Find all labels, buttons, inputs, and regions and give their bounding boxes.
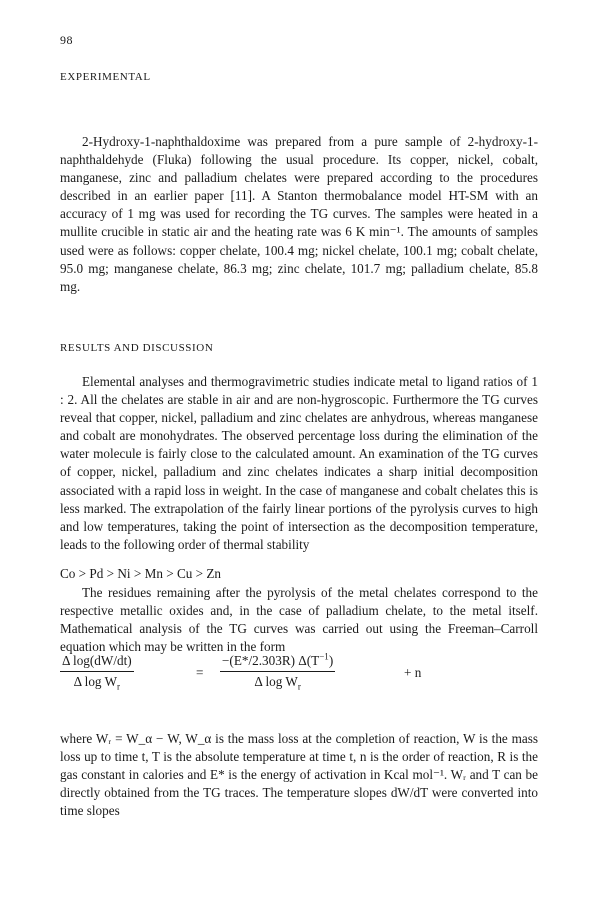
equation-rhs-denominator: Δ $\log W_r$ <box>254 674 301 692</box>
equation-rhs-numerator: −(E*/2.303R) $\Delta(T^{-1})$ <box>220 653 335 672</box>
equation-lhs-denominator: Δ $\log W_r$ <box>73 674 121 692</box>
experimental-paragraph: 2-Hydroxy-1-naphthaldoxime was prepared from a pure sample of 2-hydroxy-1-naphthaldehyde (Fluka) following the usual procedure. Its copper, nickel, cobalt, manganese, zinc and palladium chelates were prepared according to the procedures described in an earlier paper [11]. A Stanton thermobalance model HT-SM with an accuracy of 1 mg was used for recording the TG curves. The samples were heated in a mullite crucible in static air and the heating rate was 6 K min⁻¹. The amounts of samples used were as follows: copper chelate, 100.4 mg; nickel chelate, 100.1 mg; cobalt chelate, 95.0 mg; manganese chelate, 86.3 mg; zinc chelate, 101.7 mg; palladium chelate, 85.8 mg. <box>60 134 538 294</box>
stability-order: Co > Pd > Ni > Mn > Cu > Zn <box>60 566 222 581</box>
results-paragraph-2: The residues remaining after the pyrolysis of the metal chelates correspond to the respective metallic oxides and, in the case of palladium chelate, to the metal itself. Mathematical analysis of the TG curves was carried out using the Freeman–Carroll equation which may be written in the form <box>60 585 538 655</box>
section-heading-experimental: EXPERIMENTAL <box>60 71 151 83</box>
page-number: 98 <box>60 33 73 47</box>
freeman-carroll-equation <box>60 653 538 713</box>
equation-rhs-fraction <box>220 653 335 690</box>
equation-equals-sign: = <box>196 665 204 680</box>
equation-plus-n: + n <box>404 665 422 680</box>
results-paragraph-3: where Wᵣ = W_α − W, W_α is the mass loss at the completion of reaction, W is the mass loss up to time t, T is the absolute temperature at time t, n is the order of reaction, R is the gas constant in calories and E* is the energy of activation in Kcal mol⁻¹. Wᵣ and T can be directly obtained from the TG traces. The temperature slopes dW/dT were converted into time slopes <box>60 731 538 819</box>
section-heading-results: RESULTS AND DISCUSSION <box>60 342 214 354</box>
equation-lhs-fraction <box>60 653 134 690</box>
results-paragraph-1: Elemental analyses and thermogravimetric studies indicate metal to ligand ratios of 1 : 2. All the chelates are stable in air and are non-hygroscopic. Furthermore the TG curves reveal that copper, nickel, palladium and zinc chelates are anhydrous, whereas manganese and cobalt are monohydrates. The observed percentage loss during the elimination of the water molecule is fairly close to the calculated amount. An examination of the TG curves of copper, nickel, palladium and zinc chelates indicates a sharp initial decomposition associated with a rapid loss in weight. In the case of manganese and cobalt chelates this is less marked. The extrapolation of the fairly linear portions of the pyrolysis curves to high and low temperatures, taking the point of intersection as the decomposition temperature, leads to the following order of thermal stability <box>60 374 538 552</box>
equation-lhs-numerator: Δ log(dW/dt) <box>60 653 134 672</box>
